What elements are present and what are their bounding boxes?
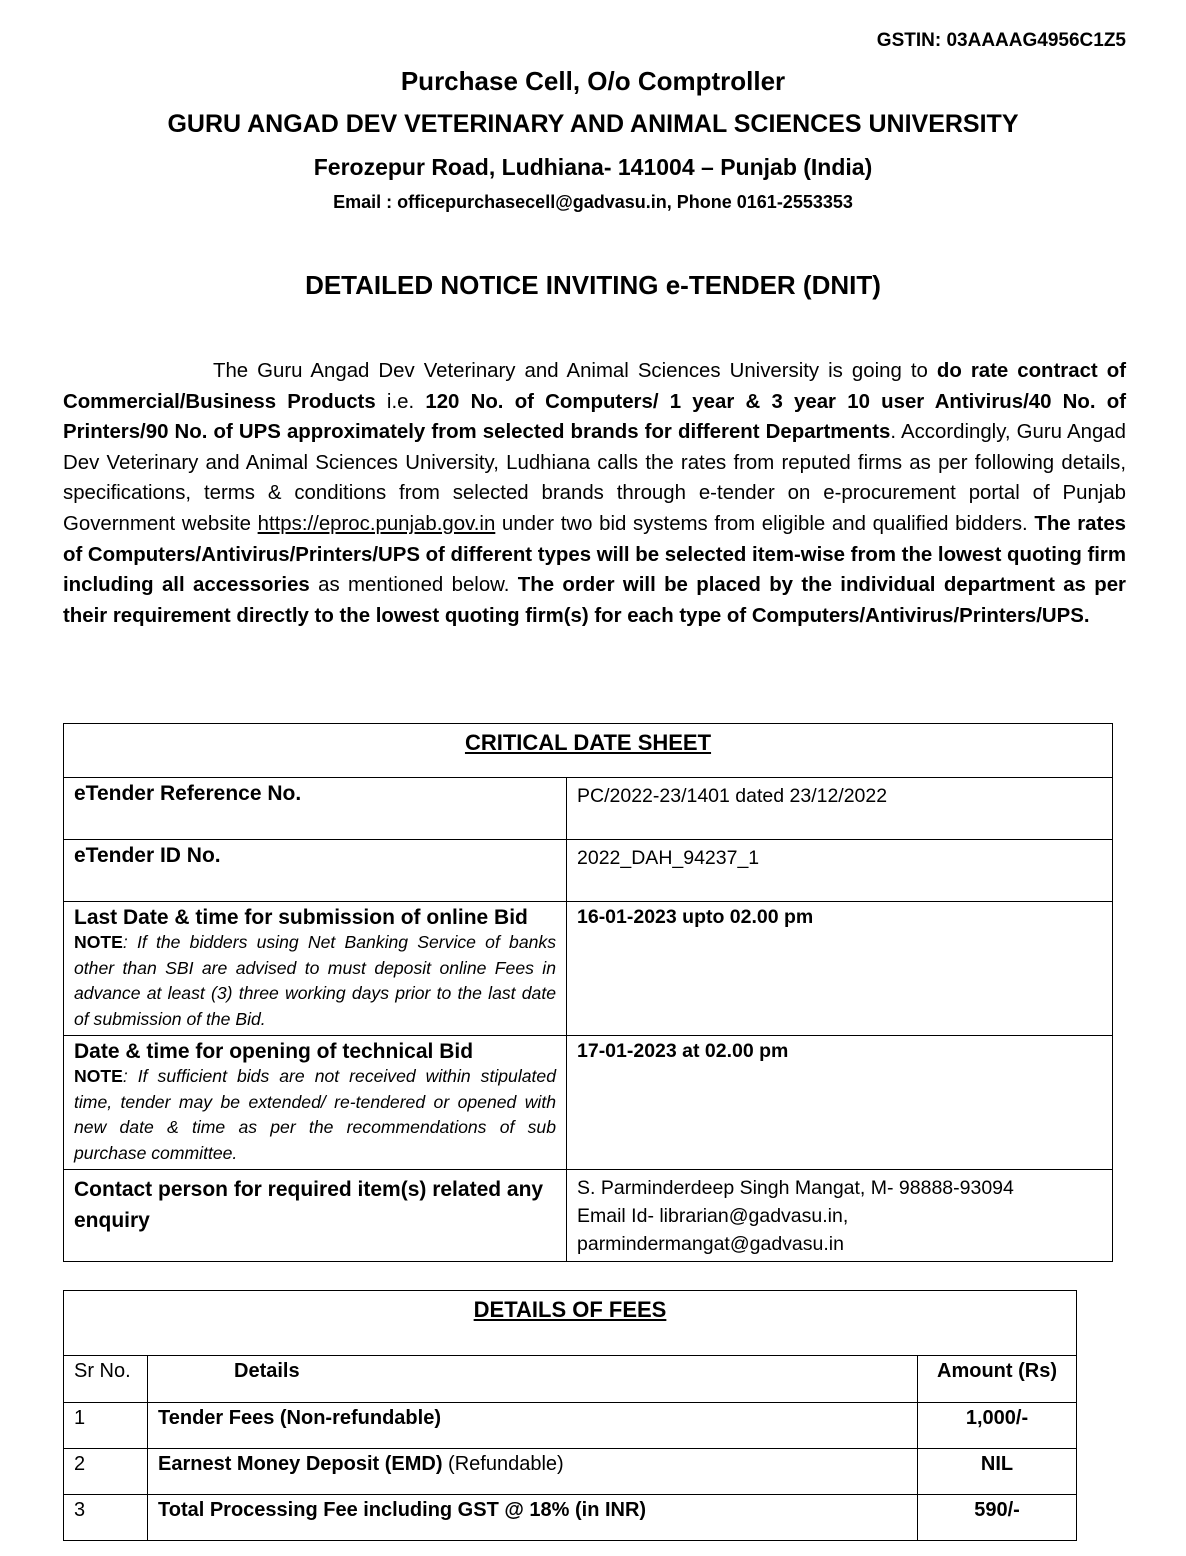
ref-value: PC/2022-23/1401 dated 23/12/2022 bbox=[567, 778, 1113, 840]
table-header-row bbox=[64, 1356, 1077, 1403]
contact-person: S. Parminderdeep Singh Mangat, M- 98888-93094 bbox=[577, 1177, 1014, 1199]
document-title: DETAILED NOTICE INVITING e-TENDER (DNIT) bbox=[305, 270, 881, 300]
table-row bbox=[64, 1495, 1077, 1541]
table-row bbox=[64, 840, 1113, 902]
fee-detail bbox=[148, 1495, 918, 1541]
col-details-header: Details bbox=[148, 1356, 918, 1403]
critical-date-sheet-table bbox=[63, 723, 1113, 1262]
contact-line: Email : officepurchasecell@gadvasu.in, Phone 0161-2553353 bbox=[333, 192, 853, 212]
critical-date-sheet-title: CRITICAL DATE SHEET bbox=[64, 724, 1113, 778]
note-label: NOTE bbox=[74, 1066, 123, 1086]
intro-bold: The rates of Computers/Antivirus/Printers/UPS of different types will be selected item-wise from the lowest quoting firm including all accessories bbox=[63, 512, 1126, 597]
intro-text: i.e. bbox=[375, 390, 426, 413]
submission-note bbox=[74, 930, 556, 1032]
university-name: GURU ANGAD DEV VETERINARY AND ANIMAL SCIENCES UNIVERSITY bbox=[167, 110, 1019, 138]
table-row bbox=[64, 1449, 1077, 1495]
intro-text: The Guru Angad Dev Veterinary and Animal Sciences University is going to bbox=[213, 360, 937, 382]
fee-sr: 2 bbox=[64, 1449, 148, 1495]
opening-note bbox=[74, 1064, 556, 1166]
submission-cell bbox=[64, 902, 567, 1036]
fee-detail bbox=[148, 1403, 918, 1449]
fee-detail-text: Earnest Money Deposit (EMD) bbox=[158, 1453, 443, 1475]
intro-text: under two bid systems from eligible and qualified bidders. bbox=[495, 512, 1035, 535]
opening-label: Date & time for opening of technical Bid bbox=[74, 1040, 474, 1063]
table-row bbox=[64, 1403, 1077, 1449]
intro-bold: 120 No. of Computers/ 1 year & 3 year 10 user Antivirus/40 No. of Printers/90 No. of UPS approximately from selected brands for different Departments bbox=[63, 390, 1126, 444]
contact-email-alt: parmindermangat@gadvasu.in bbox=[577, 1233, 844, 1255]
intro-text: as mentioned below. bbox=[309, 574, 518, 597]
contact-email: Email Id- librarian@gadvasu.in, bbox=[577, 1205, 849, 1227]
table-row bbox=[64, 778, 1113, 840]
submission-value: 16-01-2023 upto 02.00 pm bbox=[567, 902, 1113, 1036]
intro-paragraph bbox=[63, 356, 1126, 631]
address: Ferozepur Road, Ludhiana- 141004 – Punjab (India) bbox=[313, 154, 873, 180]
intro-bold: The order will be placed by the individual department as per their requirement directly to the lowest quoting firm(s) for each type of Computers/Antivirus/Printers/UPS. bbox=[63, 574, 1126, 627]
fee-amount: NIL bbox=[918, 1449, 1077, 1495]
fee-sr: 1 bbox=[64, 1403, 148, 1449]
opening-value: 17-01-2023 at 02.00 pm bbox=[567, 1036, 1113, 1170]
note-label: NOTE bbox=[74, 932, 123, 952]
fee-amount: 590/- bbox=[918, 1495, 1077, 1541]
table-row bbox=[64, 1036, 1113, 1170]
ref-label: eTender Reference No. bbox=[64, 778, 567, 840]
id-value: 2022_DAH_94237_1 bbox=[567, 840, 1113, 902]
fee-amount: 1,000/- bbox=[918, 1403, 1077, 1449]
gstin: GSTIN: 03AAAAG4956C1Z5 bbox=[876, 30, 1126, 51]
contact-label: Contact person for required item(s) related any enquiry bbox=[64, 1170, 567, 1262]
note-text: : If sufficient bids are not received within stipulated time, tender may be extended/ re-tendered or opened with new date & time as per the recommendations of sub purchase committee. bbox=[74, 1066, 556, 1163]
id-label: eTender ID No. bbox=[64, 840, 567, 902]
fee-detail bbox=[148, 1449, 918, 1495]
office-name: Purchase Cell, O/o Comptroller bbox=[400, 66, 786, 96]
note-text: : If the bidders using Net Banking Service of banks other than SBI are advised to must deposit online Fees in advance at least (3) three working days prior to the last date of submission of the Bid. bbox=[74, 932, 556, 1029]
table-row bbox=[64, 1170, 1113, 1262]
fee-detail-text: Tender Fees (Non-refundable) bbox=[158, 1407, 441, 1429]
table-row bbox=[64, 902, 1113, 1036]
intro-text: . Accordingly, Guru Angad Dev Veterinary and Animal Sciences University, Ludhiana calls the rates from reputed firms as per following details, specifications, terms & conditions from selected brands through e-tender on e-procurement portal of Punjab Government website bbox=[63, 421, 1126, 535]
fees-table bbox=[63, 1290, 1077, 1541]
fee-sr: 3 bbox=[64, 1495, 148, 1541]
intro-bold: do rate contract of Commercial/Business Products bbox=[63, 360, 1126, 413]
fees-title: DETAILS OF FEES bbox=[64, 1291, 1077, 1356]
fee-detail-extra: (Refundable) bbox=[442, 1453, 564, 1475]
contact-value bbox=[567, 1170, 1113, 1262]
opening-cell bbox=[64, 1036, 567, 1170]
col-amount-header: Amount (Rs) bbox=[918, 1356, 1077, 1403]
col-sr-header: Sr No. bbox=[64, 1356, 148, 1403]
eproc-link[interactable]: https://eproc.punjab.gov.in bbox=[257, 512, 496, 535]
submission-label: Last Date & time for submission of online Bid bbox=[74, 906, 528, 929]
fee-detail-text: Total Processing Fee including GST @ 18% (in INR) bbox=[158, 1499, 647, 1521]
